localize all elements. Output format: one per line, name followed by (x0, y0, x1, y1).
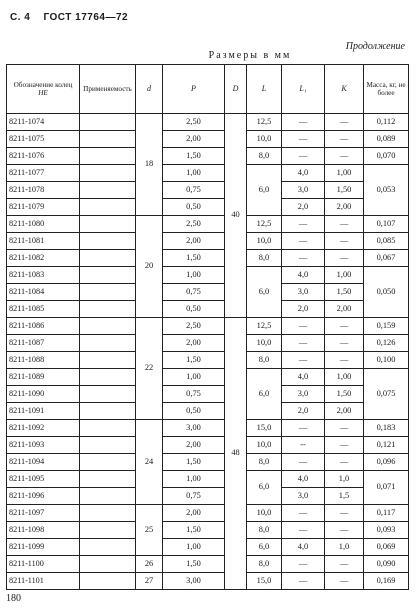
table-row (7, 386, 409, 403)
ring-code: 8211-1099 (7, 539, 80, 556)
p-value: 0,50 (163, 301, 225, 318)
ring-code: 8211-1095 (7, 471, 80, 488)
ring-code: 8211-1085 (7, 301, 80, 318)
table-row (7, 437, 409, 454)
p-value: 2,00 (163, 437, 225, 454)
l1-value: 4,0 (282, 165, 325, 182)
p-value: 2,00 (163, 131, 225, 148)
p-value: 1,00 (163, 539, 225, 556)
p-value: 3,00 (163, 420, 225, 437)
l1-value: — (282, 233, 325, 250)
continuation-label: Продолжение (345, 41, 405, 52)
l1-value: 2,0 (282, 199, 325, 216)
k-value: 2,00 (325, 301, 364, 318)
k-value: — (325, 131, 364, 148)
ring-code: 8211-1087 (7, 335, 80, 352)
p-value: 1,50 (163, 250, 225, 267)
applicability-cell (80, 335, 136, 352)
p-value: 0,75 (163, 284, 225, 301)
p-value: 1,50 (163, 556, 225, 573)
k-value: — (325, 148, 364, 165)
k-value: 1,00 (325, 165, 364, 182)
ring-code: 8211-1089 (7, 369, 80, 386)
k-value: — (325, 420, 364, 437)
l-value: 6,0 (247, 471, 282, 505)
col-mass: Масса, кг, не более (364, 65, 409, 114)
l-value: 12,5 (247, 216, 282, 233)
applicability-cell (80, 131, 136, 148)
applicability-cell (80, 471, 136, 488)
table-row (7, 199, 409, 216)
p-value: 1,50 (163, 522, 225, 539)
l-value: 12,5 (247, 114, 282, 131)
l-value: 6,0 (247, 369, 282, 420)
p-value: 1,50 (163, 352, 225, 369)
l-value: 15,0 (247, 573, 282, 590)
col-designation: Обозначение колец НЕ (7, 65, 80, 114)
p-value: 1,50 (163, 148, 225, 165)
table-row (7, 352, 409, 369)
big-d-value: 48 (225, 318, 247, 590)
p-value: 1,00 (163, 165, 225, 182)
table-row (7, 556, 409, 573)
k-value: 2,00 (325, 403, 364, 420)
table-row (7, 335, 409, 352)
col-big-d: D (225, 65, 247, 114)
applicability-cell (80, 182, 136, 199)
d-value: 22 (136, 318, 163, 420)
k-value: 1,50 (325, 386, 364, 403)
p-value: 1,00 (163, 471, 225, 488)
p-value: 2,50 (163, 318, 225, 335)
table-row (7, 420, 409, 437)
mass-value: 0,100 (364, 352, 409, 369)
k-value: — (325, 114, 364, 131)
mass-value: 0,067 (364, 250, 409, 267)
d-value: 27 (136, 573, 163, 590)
applicability-cell (80, 199, 136, 216)
mass-value: 0,169 (364, 573, 409, 590)
ring-code: 8211-1096 (7, 488, 80, 505)
col-d: d (136, 65, 163, 114)
l1-value: — (282, 522, 325, 539)
table-row (7, 250, 409, 267)
applicability-cell (80, 539, 136, 556)
applicability-cell (80, 114, 136, 131)
col-l: L (247, 65, 282, 114)
mass-value: 0,112 (364, 114, 409, 131)
ring-code: 8211-1093 (7, 437, 80, 454)
l-value: 8,0 (247, 454, 282, 471)
applicability-cell (80, 267, 136, 284)
table-row (7, 505, 409, 522)
l-value: 10,0 (247, 131, 282, 148)
table-row (7, 454, 409, 471)
k-value: 1,00 (325, 369, 364, 386)
applicability-cell (80, 165, 136, 182)
col-k: K (325, 65, 364, 114)
l1-value: — (282, 454, 325, 471)
ring-code: 8211-1075 (7, 131, 80, 148)
mass-value: 0,089 (364, 131, 409, 148)
l-value: 10,0 (247, 335, 282, 352)
l1-value: — (282, 352, 325, 369)
col-l1: L₁ (282, 65, 325, 114)
p-value: 3,00 (163, 573, 225, 590)
k-value: — (325, 318, 364, 335)
p-value: 2,00 (163, 335, 225, 352)
mass-value: 0,050 (364, 267, 409, 318)
l-value: 10,0 (247, 437, 282, 454)
l-value: 15,0 (247, 420, 282, 437)
mass-value: 0,090 (364, 556, 409, 573)
ring-code: 8211-1077 (7, 165, 80, 182)
table-row (7, 267, 409, 284)
ring-code: 8211-1082 (7, 250, 80, 267)
l1-value: 2,0 (282, 403, 325, 420)
table-row (7, 318, 409, 335)
col-p: P (163, 65, 225, 114)
k-value: — (325, 335, 364, 352)
applicability-cell (80, 573, 136, 590)
p-value: 0,50 (163, 403, 225, 420)
k-value: 1,0 (325, 539, 364, 556)
k-value: 1,5 (325, 488, 364, 505)
table-row (7, 114, 409, 131)
p-value: 2,50 (163, 114, 225, 131)
l1-value: 4,0 (282, 369, 325, 386)
ring-code: 8211-1076 (7, 148, 80, 165)
dimensions-table (6, 64, 409, 590)
k-value: 2,00 (325, 199, 364, 216)
l-value: 8,0 (247, 352, 282, 369)
p-value: 1,50 (163, 454, 225, 471)
p-value: 0,75 (163, 488, 225, 505)
l-value: 8,0 (247, 522, 282, 539)
applicability-cell (80, 233, 136, 250)
p-value: 0,75 (163, 182, 225, 199)
l-value: 6,0 (247, 267, 282, 318)
l1-value: -- (282, 437, 325, 454)
ring-code: 8211-1086 (7, 318, 80, 335)
mass-value: 0,107 (364, 216, 409, 233)
l-value: 6,0 (247, 539, 282, 556)
l-value: 8,0 (247, 148, 282, 165)
l1-value: — (282, 318, 325, 335)
ring-code: 8211-1083 (7, 267, 80, 284)
mass-value: 0,085 (364, 233, 409, 250)
applicability-cell (80, 250, 136, 267)
d-value: 20 (136, 216, 163, 318)
ring-code: 8211-1097 (7, 505, 80, 522)
ring-code: 8211-1098 (7, 522, 80, 539)
l-value: 10,0 (247, 505, 282, 522)
k-value: — (325, 216, 364, 233)
table-row (7, 165, 409, 182)
p-value: 1,00 (163, 267, 225, 284)
l1-value: 3,0 (282, 182, 325, 199)
ring-code: 8211-1078 (7, 182, 80, 199)
l-value: 8,0 (247, 250, 282, 267)
p-value: 2,50 (163, 216, 225, 233)
table-row (7, 573, 409, 590)
d-value: 24 (136, 420, 163, 505)
k-value: 1,0 (325, 471, 364, 488)
col-applicability: Применяемость (80, 65, 136, 114)
l1-value: — (282, 250, 325, 267)
l1-value: — (282, 335, 325, 352)
table-row (7, 301, 409, 318)
l-value: 8,0 (247, 556, 282, 573)
table-row (7, 369, 409, 386)
table-title: Размеры в мм (208, 50, 292, 61)
table-row (7, 216, 409, 233)
mass-value: 0,070 (364, 148, 409, 165)
l1-value: 3,0 (282, 284, 325, 301)
l1-value: — (282, 573, 325, 590)
table-row (7, 233, 409, 250)
ring-code: 8211-1088 (7, 352, 80, 369)
table-row (7, 148, 409, 165)
k-value: — (325, 573, 364, 590)
applicability-cell (80, 216, 136, 233)
ring-code: 8211-1094 (7, 454, 80, 471)
mass-value: 0,126 (364, 335, 409, 352)
ring-code: 8211-1081 (7, 233, 80, 250)
col-designation-sub: НЕ (38, 89, 48, 97)
k-value: — (325, 233, 364, 250)
l1-value: 2,0 (282, 301, 325, 318)
table-row (7, 182, 409, 199)
l1-value: 3,0 (282, 488, 325, 505)
applicability-cell (80, 386, 136, 403)
mass-value: 0,183 (364, 420, 409, 437)
table-row (7, 522, 409, 539)
p-value: 0,50 (163, 199, 225, 216)
applicability-cell (80, 284, 136, 301)
k-value: — (325, 522, 364, 539)
mass-value: 0,121 (364, 437, 409, 454)
k-value: 1,50 (325, 284, 364, 301)
l1-value: — (282, 148, 325, 165)
k-value: — (325, 454, 364, 471)
applicability-cell (80, 556, 136, 573)
mass-value: 0,093 (364, 522, 409, 539)
applicability-cell (80, 301, 136, 318)
ring-code: 8211-1079 (7, 199, 80, 216)
l-value: 12,5 (247, 318, 282, 335)
page-header (10, 12, 128, 23)
l1-value: — (282, 216, 325, 233)
table-row (7, 471, 409, 488)
applicability-cell (80, 403, 136, 420)
l-value: 6,0 (247, 165, 282, 216)
l1-value: — (282, 505, 325, 522)
applicability-cell (80, 148, 136, 165)
d-value: 18 (136, 114, 163, 216)
page-label: С. 4 (10, 12, 31, 23)
table-row (7, 403, 409, 420)
applicability-cell (80, 505, 136, 522)
d-value: 25 (136, 505, 163, 556)
p-value: 0,75 (163, 386, 225, 403)
l1-value: — (282, 420, 325, 437)
standard-number: ГОСТ 17764—72 (43, 12, 129, 23)
l1-value: 3,0 (282, 386, 325, 403)
page-number: 180 (6, 593, 21, 604)
l1-value: 4,0 (282, 267, 325, 284)
ring-code: 8211-1091 (7, 403, 80, 420)
l1-value: — (282, 556, 325, 573)
applicability-cell (80, 437, 136, 454)
applicability-cell (80, 522, 136, 539)
p-value: 2,00 (163, 233, 225, 250)
ring-code: 8211-1092 (7, 420, 80, 437)
p-value: 1,00 (163, 369, 225, 386)
mass-value: 0,053 (364, 165, 409, 216)
big-d-value: 40 (225, 114, 247, 318)
mass-value: 0,117 (364, 505, 409, 522)
ring-code: 8211-1074 (7, 114, 80, 131)
l1-value: — (282, 114, 325, 131)
mass-value: 0,159 (364, 318, 409, 335)
ring-code: 8211-1100 (7, 556, 80, 573)
applicability-cell (80, 369, 136, 386)
applicability-cell (80, 318, 136, 335)
k-value: — (325, 437, 364, 454)
applicability-cell (80, 352, 136, 369)
k-value: — (325, 250, 364, 267)
k-value: — (325, 505, 364, 522)
k-value: 1,00 (325, 267, 364, 284)
table-row (7, 488, 409, 505)
mass-value: 0,069 (364, 539, 409, 556)
ring-code: 8211-1080 (7, 216, 80, 233)
ring-code: 8211-1084 (7, 284, 80, 301)
applicability-cell (80, 454, 136, 471)
mass-value: 0,075 (364, 369, 409, 420)
k-value: — (325, 352, 364, 369)
l-value: 10,0 (247, 233, 282, 250)
k-value: 1,50 (325, 182, 364, 199)
p-value: 2,00 (163, 505, 225, 522)
l1-value: 4,0 (282, 471, 325, 488)
applicability-cell (80, 420, 136, 437)
mass-value: 0,071 (364, 471, 409, 505)
table-row (7, 539, 409, 556)
ring-code: 8211-1090 (7, 386, 80, 403)
k-value: — (325, 556, 364, 573)
l1-value: — (282, 131, 325, 148)
mass-value: 0,096 (364, 454, 409, 471)
table-row (7, 131, 409, 148)
applicability-cell (80, 488, 136, 505)
table-row (7, 284, 409, 301)
d-value: 26 (136, 556, 163, 573)
l1-value: 4,0 (282, 539, 325, 556)
ring-code: 8211-1101 (7, 573, 80, 590)
